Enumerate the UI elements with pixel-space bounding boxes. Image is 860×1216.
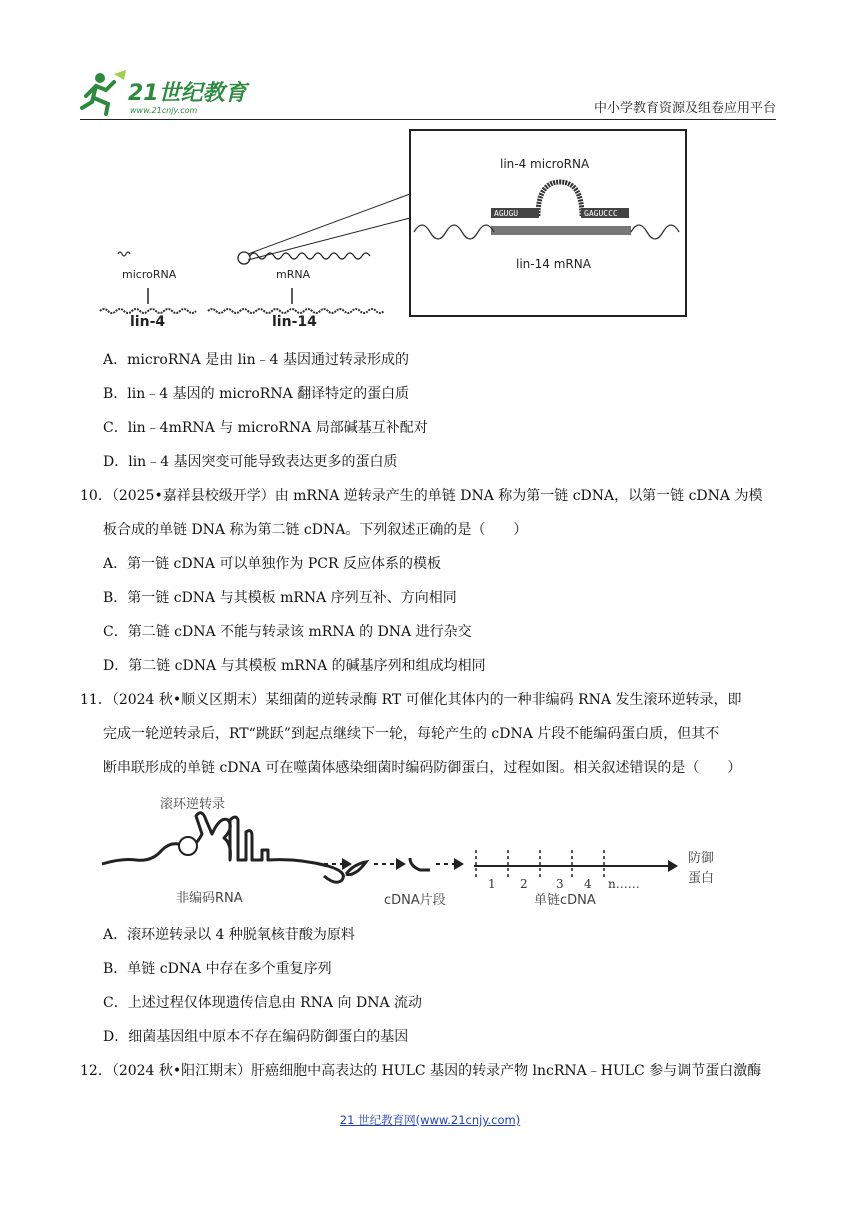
q11-stem-line1: 11．（2024 秋•顺义区期末）某细菌的逆转录酶 RT 可催化其体内的一种非编码 RNA 发生滚环逆转录，即 [80, 692, 742, 708]
q10-stem-line1: 10．（2025•嘉祥县校级开学）由 mRNA 逆转录产生的单链 DNA 称为第一链 cDNA，以第一链 cDNA 为模 [80, 488, 763, 504]
footer-link[interactable]: 21 世纪教育网(www.21cnjy.com) [339, 1113, 521, 1127]
runner-icon [82, 70, 126, 114]
zoom-title: lin-4 microRNA [500, 157, 590, 171]
repeat-label-3: 3 [556, 877, 564, 891]
gene-lin4: lin-4 [130, 314, 166, 328]
microrna-figure [96, 128, 696, 328]
logo-url: www.21cnjy.com [130, 106, 198, 115]
zoom-left-seq: AGUGU [494, 209, 519, 218]
repeat-label-2: 2 [520, 877, 528, 891]
header-divider [80, 119, 776, 120]
zoom-bottom-label: lin-14 mRNA [516, 257, 591, 271]
q11-option-c: C．上述过程仅体现遗传信息由 RNA 向 DNA 流动 [103, 995, 422, 1011]
q12-stem-line1: 12．（2024 秋•阳江期末）肝癌细胞中高表达的 HULC 基因的转录产物 lncRNA﹣HULC 参与调节蛋白激酶 [80, 1063, 762, 1079]
q11-stem-line3: 断串联形成的单链 cDNA 可在噬菌体感染细菌时编码防御蛋白，过程如图。相关叙述错误的是（ ） [103, 760, 742, 776]
q10-option-a: A．第一链 cDNA 可以单独作为 PCR 反应体系的模板 [103, 556, 442, 572]
q10-option-c: C．第二链 cDNA 不能与转录该 mRNA 的 DNA 进行杂交 [103, 624, 472, 640]
fig2-label-rna: 非编码RNA [176, 891, 243, 906]
q10-option-d: D．第二链 cDNA 与其模板 mRNA 的碱基序列和组成均相同 [103, 658, 486, 674]
fig2-title: 滚环逆转录 [160, 797, 226, 812]
site-logo [80, 68, 260, 118]
q9-option-d: D．lin﹣4 基因突变可能导致表达更多的蛋白质 [103, 454, 398, 470]
q10-stem-line2: 板合成的单链 DNA 称为第二链 cDNA。下列叙述正确的是（ ） [103, 522, 528, 538]
q11-stem-line2: 完成一轮逆转录后，RT“跳跃”到起点继续下一轮，每轮产生的 cDNA 片段不能编码蛋白质，但其不 [103, 726, 720, 742]
fig2-label-protein-2: 蛋白 [688, 871, 715, 886]
footer [0, 1112, 860, 1128]
q9-option-a: A．microRNA 是由 lin﹣4 基因通过转录形成的 [103, 352, 409, 368]
repeat-label-4: 4 [584, 877, 592, 891]
q11-option-a: A．滚环逆转录以 4 种脱氧核苷酸为原料 [103, 927, 355, 943]
q11-option-b: B．单链 cDNA 中存在多个重复序列 [103, 961, 332, 977]
q9-option-b: B．lin﹣4 基因的 microRNA 翻译特定的蛋白质 [103, 386, 410, 402]
repeat-label-1: 1 [488, 877, 496, 891]
label-microrna: microRNA [122, 268, 177, 281]
platform-name: 中小学教育资源及组卷应用平台 [593, 101, 776, 116]
fig2-label-ss-cdna: 单链cDNA [534, 893, 596, 908]
q11-option-d: D．细菌基因组中原本不存在编码防御蛋白的基因 [103, 1029, 409, 1045]
fig2-label-protein-1: 防御 [688, 851, 715, 866]
gene-lin14: lin-14 [272, 314, 317, 328]
q10-option-b: B．第一链 cDNA 与其模板 mRNA 序列互补、方向相同 [103, 590, 457, 606]
fig2-label-cdna-fragment: cDNA片段 [384, 893, 446, 908]
zoom-right-seq: GAGUCCC [584, 209, 618, 218]
logo-text: 21世纪教育 [128, 81, 247, 106]
repeat-label-n: n…… [608, 877, 640, 891]
label-mrna: mRNA [276, 268, 311, 281]
rolling-reverse-transcription-figure [96, 790, 736, 915]
q9-option-c: C．lin﹣4mRNA 与 microRNA 局部碱基互补配对 [103, 420, 428, 436]
